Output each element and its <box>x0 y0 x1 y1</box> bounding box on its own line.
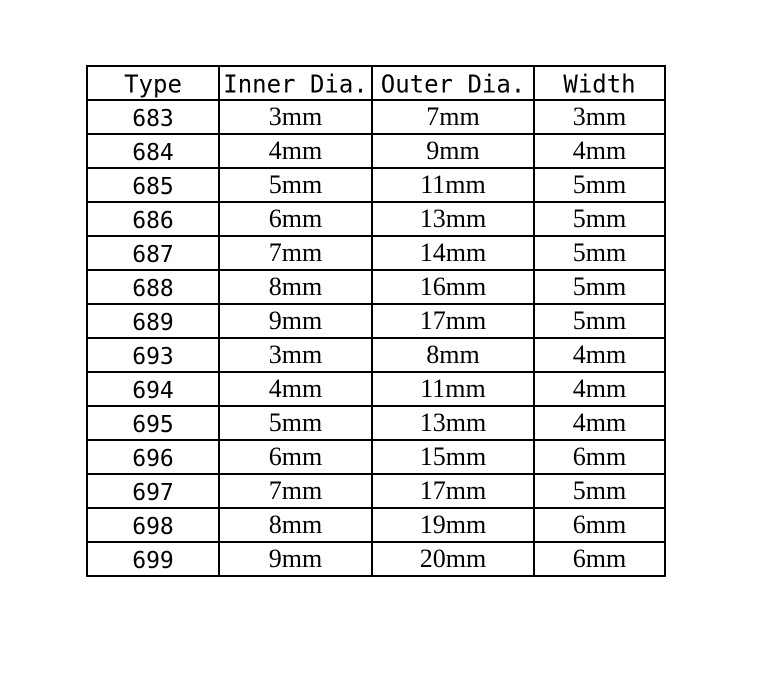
cell-outer-dia: 9mm <box>372 134 534 168</box>
header-row <box>87 66 665 100</box>
cell-inner-dia: 7mm <box>219 236 372 270</box>
cell-outer-dia: 15mm <box>372 440 534 474</box>
table-row <box>87 100 665 134</box>
cell-type: 698 <box>87 508 219 542</box>
cell-outer-dia: 17mm <box>372 304 534 338</box>
cell-type: 699 <box>87 542 219 576</box>
cell-type: 688 <box>87 270 219 304</box>
cell-type: 685 <box>87 168 219 202</box>
table-body <box>87 100 665 576</box>
cell-outer-dia: 7mm <box>372 100 534 134</box>
cell-inner-dia: 6mm <box>219 202 372 236</box>
cell-type: 694 <box>87 372 219 406</box>
table-row <box>87 474 665 508</box>
cell-type: 687 <box>87 236 219 270</box>
cell-width: 5mm <box>534 270 665 304</box>
cell-inner-dia: 4mm <box>219 372 372 406</box>
cell-width: 4mm <box>534 338 665 372</box>
table-row <box>87 270 665 304</box>
cell-width: 6mm <box>534 542 665 576</box>
cell-width: 5mm <box>534 168 665 202</box>
table-row <box>87 236 665 270</box>
header-width: Width <box>534 65 665 101</box>
cell-outer-dia: 13mm <box>372 202 534 236</box>
cell-width: 4mm <box>534 134 665 168</box>
table-row <box>87 134 665 168</box>
cell-width: 3mm <box>534 100 665 134</box>
cell-type: 689 <box>87 304 219 338</box>
cell-outer-dia: 11mm <box>372 168 534 202</box>
table-row <box>87 338 665 372</box>
cell-inner-dia: 9mm <box>219 304 372 338</box>
header-type: Type <box>87 65 219 101</box>
cell-outer-dia: 8mm <box>372 338 534 372</box>
cell-inner-dia: 8mm <box>219 270 372 304</box>
cell-width: 4mm <box>534 372 665 406</box>
cell-type: 696 <box>87 440 219 474</box>
cell-inner-dia: 3mm <box>219 338 372 372</box>
cell-inner-dia: 6mm <box>219 440 372 474</box>
cell-width: 6mm <box>534 508 665 542</box>
cell-type: 686 <box>87 202 219 236</box>
table-row <box>87 508 665 542</box>
cell-type: 683 <box>87 100 219 134</box>
cell-outer-dia: 14mm <box>372 236 534 270</box>
cell-outer-dia: 19mm <box>372 508 534 542</box>
table-row <box>87 168 665 202</box>
cell-type: 695 <box>87 406 219 440</box>
cell-outer-dia: 20mm <box>372 542 534 576</box>
cell-type: 693 <box>87 338 219 372</box>
cell-inner-dia: 4mm <box>219 134 372 168</box>
table-row <box>87 372 665 406</box>
bearing-spec-table <box>86 65 666 577</box>
table-header <box>87 66 665 100</box>
cell-inner-dia: 5mm <box>219 168 372 202</box>
cell-type: 697 <box>87 474 219 508</box>
cell-width: 4mm <box>534 406 665 440</box>
cell-outer-dia: 13mm <box>372 406 534 440</box>
cell-type: 684 <box>87 134 219 168</box>
cell-width: 5mm <box>534 304 665 338</box>
cell-outer-dia: 16mm <box>372 270 534 304</box>
cell-width: 5mm <box>534 236 665 270</box>
table-row <box>87 406 665 440</box>
table-row <box>87 202 665 236</box>
table-row <box>87 542 665 576</box>
cell-inner-dia: 3mm <box>219 100 372 134</box>
table-row <box>87 304 665 338</box>
cell-inner-dia: 8mm <box>219 508 372 542</box>
header-outer-dia: Outer Dia. <box>372 65 534 101</box>
cell-outer-dia: 11mm <box>372 372 534 406</box>
table-row <box>87 440 665 474</box>
cell-width: 5mm <box>534 474 665 508</box>
cell-width: 5mm <box>534 202 665 236</box>
cell-width: 6mm <box>534 440 665 474</box>
header-inner-dia: Inner Dia. <box>219 65 372 101</box>
cell-inner-dia: 7mm <box>219 474 372 508</box>
cell-outer-dia: 17mm <box>372 474 534 508</box>
cell-inner-dia: 9mm <box>219 542 372 576</box>
cell-inner-dia: 5mm <box>219 406 372 440</box>
